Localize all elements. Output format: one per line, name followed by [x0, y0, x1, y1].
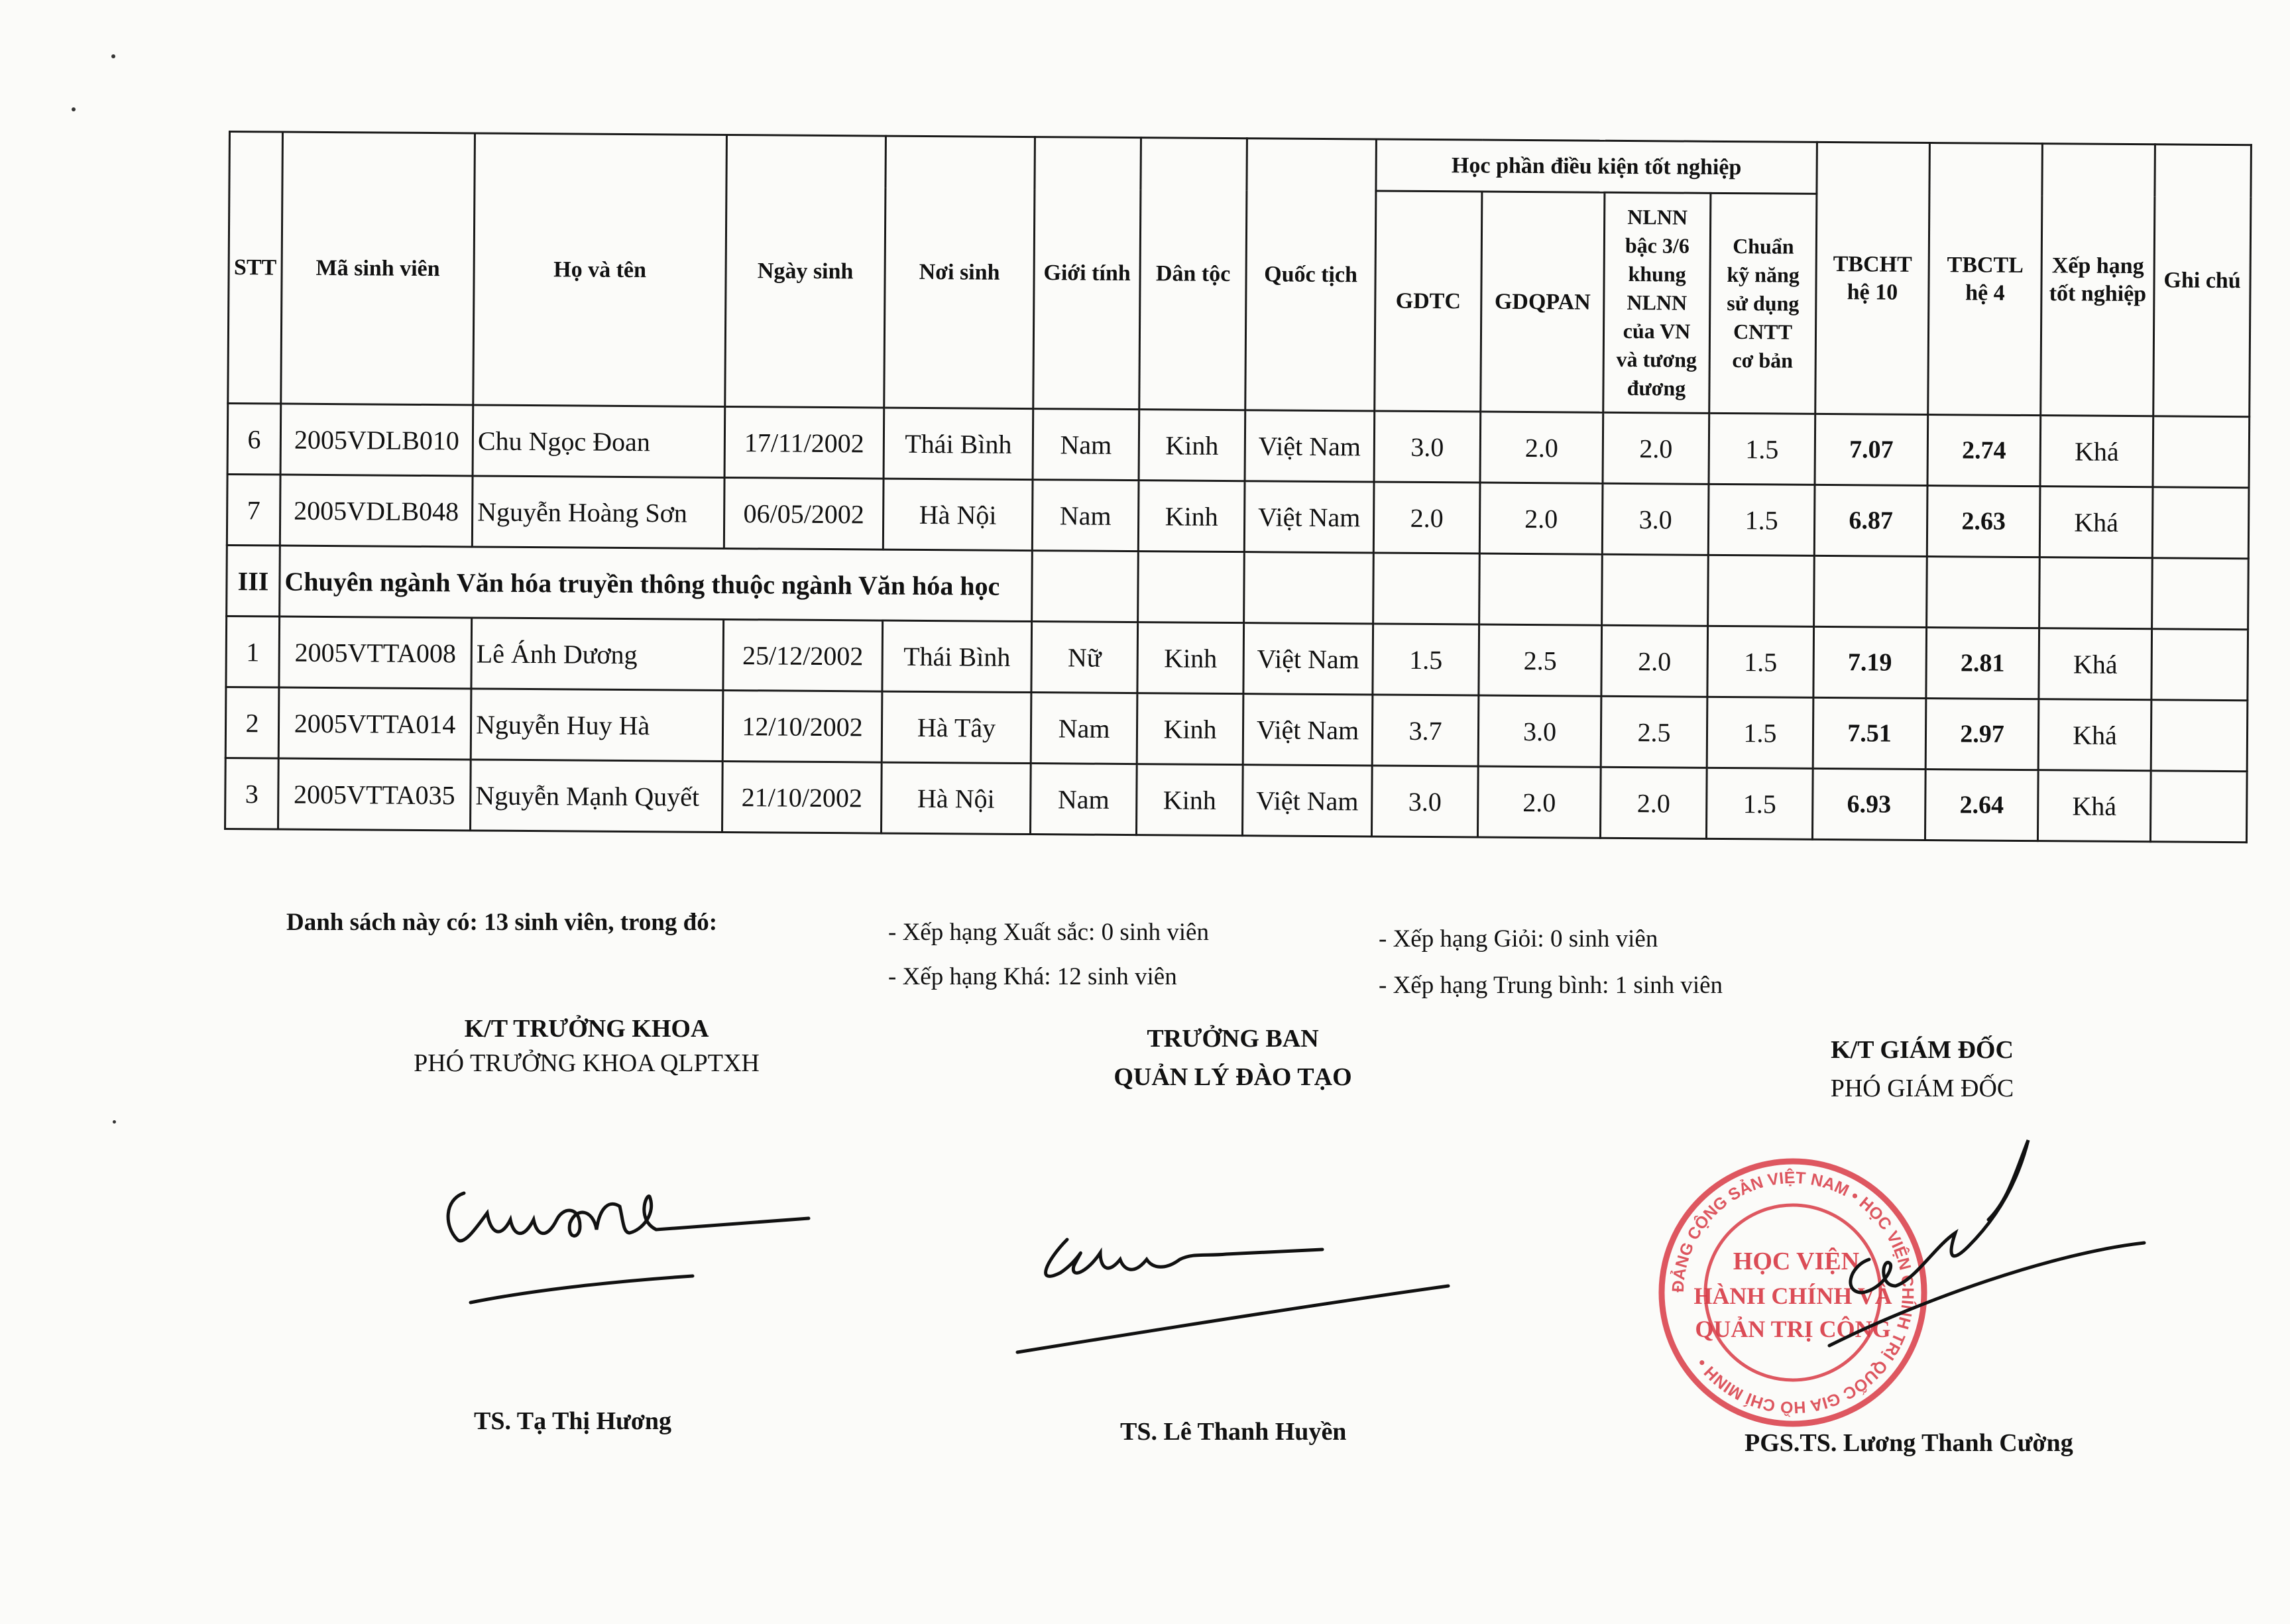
- cell-empty: [1814, 555, 1927, 627]
- header-ghi-chu: Ghi chú: [2153, 145, 2252, 417]
- cell-xep-hang: Khá: [2037, 770, 2151, 842]
- cell-ho-ten: Nguyễn Mạnh Quyết: [471, 760, 723, 833]
- cell-tbcht: 7.19: [1813, 626, 1927, 698]
- cell-ma-sv: 2005VDLB048: [280, 475, 473, 547]
- signature-block-right: [1750, 1035, 2094, 1103]
- cell-dan-toc: Kinh: [1136, 764, 1243, 836]
- handwritten-signature-left: [437, 1167, 815, 1319]
- table-row: [225, 687, 2248, 771]
- cell-tbcht: 7.51: [1813, 697, 1926, 769]
- cell-tbctl: 2.63: [1927, 486, 2040, 557]
- cell-empty: [2152, 558, 2249, 630]
- section-row: [227, 545, 2249, 629]
- cell-xep-hang: Khá: [2038, 699, 2151, 771]
- graduation-table: [224, 131, 2252, 843]
- cell-empty: [1927, 557, 2040, 628]
- cell-cntt: 1.5: [1707, 626, 1814, 697]
- cell-gdqpan: 2.0: [1479, 483, 1603, 554]
- handwritten-signature-middle: [1007, 1213, 1458, 1365]
- cell-gdtc: 2.0: [1373, 482, 1480, 553]
- cell-ghi-chu: [2153, 416, 2250, 488]
- header-dan-toc: Dân tộc: [1139, 138, 1247, 410]
- cell-ho-ten: Lê Ánh Dương: [471, 618, 724, 691]
- header-stt: STT: [228, 132, 283, 404]
- header-cntt-line: cơ bản: [1732, 348, 1794, 373]
- cell-gdqpan: 3.0: [1478, 695, 1601, 767]
- stamp-center-line3: QUẢN TRỊ CÔNG: [1695, 1316, 1891, 1342]
- cell-empty: [1479, 553, 1603, 625]
- cell-gdtc: 3.7: [1372, 695, 1479, 766]
- summary-kha: - Xếp hạng Khá: 12 sinh viên: [888, 963, 1177, 990]
- cell-ma-sv: 2005VTTA008: [279, 616, 472, 689]
- header-tbctl: [1928, 143, 2043, 416]
- cell-quoc-tich: Việt Nam: [1245, 410, 1375, 482]
- handwritten-signature-right: [1790, 1127, 2161, 1372]
- stamp-ring-text: ĐẢNG CỘNG SẢN VIỆT NAM • HỌC VIỆN CHÍNH TRỊ QUỐC GIA HỒ CHÍ MINH •: [1668, 1168, 1918, 1417]
- header-gdqpan: GDQPAN: [1481, 192, 1605, 412]
- signature-right-subtitle: PHÓ GIÁM ĐỐC: [1830, 1074, 2014, 1102]
- cell-gioi-tinh: Nam: [1033, 409, 1139, 481]
- cell-ghi-chu: [2151, 629, 2248, 701]
- cell-stt: 7: [227, 474, 280, 546]
- cell-empty: [1373, 553, 1480, 624]
- cell-gioi-tinh: Nữ: [1031, 622, 1138, 693]
- signature-block-left: [371, 1014, 802, 1078]
- cell-quoc-tich: Việt Nam: [1243, 694, 1373, 766]
- table-header-row: [229, 132, 2251, 197]
- cell-tbcht: 6.93: [1812, 768, 1925, 840]
- cell-ghi-chu: [2152, 487, 2249, 559]
- cell-empty: [1708, 555, 1815, 626]
- cell-ho-ten: Nguyễn Hoàng Sơn: [472, 476, 724, 549]
- table-row: [225, 758, 2248, 842]
- header-gdtc: GDTC: [1375, 191, 1482, 412]
- cell-gdtc: 1.5: [1373, 624, 1479, 695]
- cell-empty: [1032, 551, 1139, 622]
- cell-xep-hang: Khá: [2039, 628, 2152, 700]
- cell-noi-sinh: Thái Bình: [882, 620, 1032, 692]
- cell-gdqpan: 2.5: [1479, 624, 1602, 696]
- cell-quoc-tich: Việt Nam: [1244, 481, 1374, 553]
- header-group-dieu-kien: Học phần điều kiện tốt nghiệp: [1376, 139, 1817, 194]
- header-xep-hang-line1: Xếp hạng: [2051, 253, 2144, 278]
- table-row: [227, 474, 2249, 558]
- header-nlnn-line: đương: [1627, 376, 1686, 400]
- cell-ghi-chu: [2151, 700, 2248, 772]
- stamp-center-line2: HÀNH CHÍNH VÀ: [1693, 1283, 1892, 1309]
- cell-ngay-sinh: 21/10/2002: [722, 761, 882, 833]
- cell-nlnn: 2.5: [1601, 696, 1707, 768]
- cell-tbctl: 2.64: [1925, 770, 2038, 841]
- cell-stt: 1: [226, 616, 280, 687]
- cell-tbcht: 7.07: [1815, 414, 1928, 485]
- cell-ma-sv: 2005VTTA035: [278, 758, 471, 831]
- summary-xuat-sac: - Xếp hạng Xuất sắc: 0 sinh viên: [888, 919, 1209, 946]
- stamp-center-line1: HỌC VIỆN: [1733, 1247, 1860, 1275]
- cell-quoc-tich: Việt Nam: [1242, 765, 1372, 837]
- cell-ma-sv: 2005VTTA014: [278, 687, 471, 760]
- header-tbcht-line2: hệ 10: [1847, 279, 1898, 305]
- signature-middle-title-line1: TRƯỞNG BAN: [1147, 1025, 1319, 1053]
- header-xep-hang-line2: tốt nghiệp: [2049, 280, 2147, 306]
- signature-right-name: PGS.TS. Lương Thanh Cường: [1745, 1429, 2073, 1457]
- cell-stt: 3: [225, 758, 279, 829]
- cell-noi-sinh: Hà Nội: [881, 762, 1031, 834]
- header-nlnn-line: NLNN: [1627, 290, 1688, 315]
- header-noi-sinh: Nơi sinh: [884, 136, 1035, 408]
- header-nlnn-line: khung: [1628, 262, 1686, 286]
- header-ho-va-ten: Họ và tên: [473, 133, 727, 407]
- cell-ho-ten: Nguyễn Huy Hà: [471, 689, 723, 762]
- cell-ghi-chu: [2150, 771, 2247, 842]
- header-quoc-tich: Quốc tịch: [1245, 139, 1377, 411]
- cell-tbctl: 2.74: [1927, 415, 2041, 487]
- header-cntt-line: kỹ năng: [1727, 262, 1800, 287]
- cell-nlnn: 2.0: [1603, 412, 1709, 484]
- scan-speck: [72, 107, 76, 111]
- header-tbctl-line2: hệ 4: [1965, 280, 2005, 306]
- cell-cntt: 1.5: [1707, 697, 1813, 768]
- cell-tbctl: 2.97: [1925, 699, 2039, 770]
- header-xep-hang: [2041, 144, 2155, 416]
- summary-gioi: - Xếp hạng Giỏi: 0 sinh viên: [1379, 925, 1658, 953]
- header-cntt-line: Chuẩn: [1733, 234, 1794, 259]
- header-ma-sinh-vien: Mã sinh viên: [281, 132, 475, 405]
- cell-noi-sinh: Thái Bình: [884, 408, 1033, 479]
- header-tbcht-line1: TBCHT: [1833, 251, 1912, 277]
- cell-cntt: 1.5: [1706, 768, 1813, 839]
- cell-cntt: 1.5: [1708, 484, 1815, 555]
- signature-right-title: K/T GIÁM ĐỐC: [1831, 1036, 2014, 1064]
- cell-tbcht: 6.87: [1814, 485, 1927, 556]
- cell-nlnn: 2.0: [1600, 767, 1707, 839]
- cell-dan-toc: Kinh: [1138, 481, 1245, 552]
- cell-gdtc: 3.0: [1371, 766, 1478, 837]
- cell-ngay-sinh: 17/11/2002: [724, 406, 884, 479]
- cell-empty: [1138, 551, 1245, 623]
- cell-noi-sinh: Hà Tây: [882, 691, 1031, 763]
- summary-trung-binh: - Xếp hạng Trung bình: 1 sinh viên: [1379, 972, 1723, 999]
- signature-middle-title-line2: QUẢN LÝ ĐÀO TẠO: [1114, 1063, 1352, 1091]
- header-cntt-line: CNTT: [1733, 319, 1793, 344]
- cell-gioi-tinh: Nam: [1031, 693, 1137, 764]
- signature-middle-name: TS. Lê Thanh Huyền: [1120, 1418, 1347, 1446]
- cell-gioi-tinh: Nam: [1030, 764, 1137, 835]
- cell-empty: [2039, 557, 2153, 629]
- header-nlnn-line: và tương: [1616, 347, 1697, 372]
- cell-gdqpan: 2.0: [1480, 412, 1603, 483]
- header-cntt-line: sử dụng: [1727, 290, 1800, 316]
- cell-dan-toc: Kinh: [1139, 410, 1245, 481]
- cell-stt: 2: [225, 687, 279, 758]
- cell-xep-hang: Khá: [2040, 416, 2153, 487]
- cell-gdqpan: 2.0: [1477, 766, 1601, 838]
- cell-stt: 6: [227, 404, 281, 475]
- section-number: III: [227, 545, 280, 616]
- signature-left-name: TS. Tạ Thị Hương: [474, 1407, 672, 1435]
- cell-ho-ten: Chu Ngọc Đoan: [473, 405, 725, 478]
- cell-ngay-sinh: 06/05/2002: [724, 477, 884, 550]
- cell-dan-toc: Kinh: [1137, 693, 1243, 765]
- table-row: [226, 616, 2248, 700]
- header-tbctl-line1: TBCTL: [1947, 252, 2024, 278]
- cell-xep-hang: Khá: [2039, 487, 2153, 558]
- cell-tbctl: 2.81: [1926, 628, 2039, 699]
- cell-nlnn: 3.0: [1602, 483, 1709, 555]
- scan-speck: [111, 54, 115, 58]
- header-nlnn-line: của VN: [1623, 318, 1691, 343]
- header-gioi-tinh: Giới tính: [1033, 137, 1141, 410]
- header-nlnn: [1603, 192, 1711, 413]
- cell-ngay-sinh: 12/10/2002: [722, 690, 882, 762]
- cell-noi-sinh: Hà Nội: [883, 479, 1033, 550]
- scan-speck: [113, 1120, 116, 1124]
- cell-gdtc: 3.0: [1374, 411, 1481, 483]
- summary-lead: Danh sách này có: 13 sinh viên, trong đó:: [286, 909, 718, 936]
- cell-ma-sv: 2005VDLB010: [280, 404, 473, 476]
- cell-gioi-tinh: Nam: [1032, 480, 1139, 551]
- cell-ngay-sinh: 25/12/2002: [723, 619, 883, 691]
- signature-left-subtitle: PHÓ TRƯỞNG KHOA QLPTXH: [414, 1049, 760, 1077]
- cell-empty: [1602, 554, 1709, 626]
- signature-left-title: K/T TRƯỞNG KHOA: [464, 1015, 709, 1043]
- header-nlnn-line: bậc 3/6: [1625, 233, 1689, 258]
- table-row: [227, 404, 2250, 488]
- cell-quoc-tich: Việt Nam: [1243, 623, 1373, 695]
- header-ngay-sinh: Ngày sinh: [725, 135, 886, 408]
- cell-nlnn: 2.0: [1601, 625, 1708, 697]
- section-title: Chuyên ngành Văn hóa truyền thông thuộc ngành Văn hóa học: [280, 546, 1033, 622]
- cell-cntt: 1.5: [1709, 413, 1815, 485]
- cell-dan-toc: Kinh: [1137, 622, 1244, 694]
- header-tbcht: [1815, 142, 1930, 414]
- header-nlnn-line: NLNN: [1627, 204, 1688, 229]
- cell-empty: [1244, 552, 1374, 624]
- header-cntt: [1709, 193, 1817, 414]
- signature-block-middle: [1047, 1024, 1418, 1092]
